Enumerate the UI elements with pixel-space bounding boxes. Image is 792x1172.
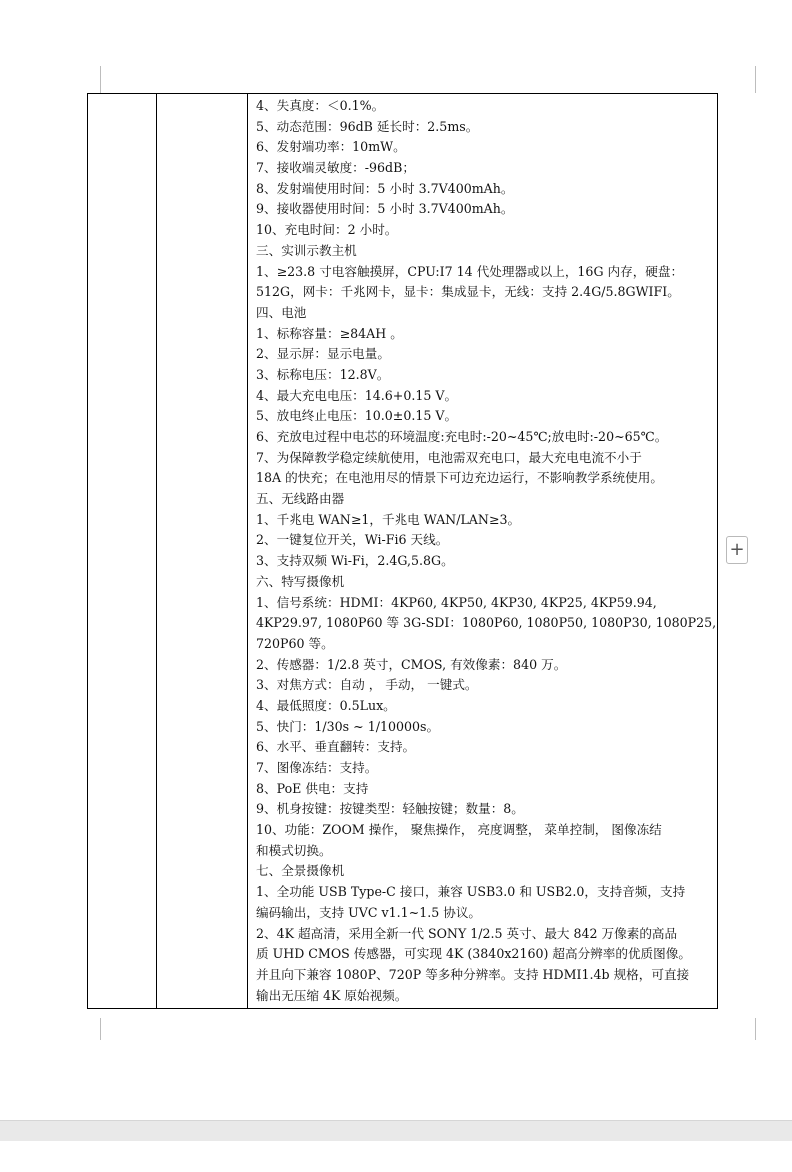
spec-line: 2、传感器：1/2.8 英寸，CMOS, 有效像素：840 万。 (256, 656, 567, 672)
spec-line: 2、4K 超高清，采用全新一代 SONY 1/2.5 英寸、最大 842 万像素的高品 (256, 925, 678, 941)
spec-line: 输出无压缩 4K 原始视频。 (256, 987, 408, 1003)
spec-table (87, 93, 718, 1009)
spec-line: 和模式切换。 (256, 842, 332, 858)
spec-line: 4、失真度：＜0.1%。 (256, 98, 385, 113)
spec-line: 1、信号系统：HDMI：4KP60, 4KP50, 4KP30, 4KP25, 4KP59.94, (256, 594, 657, 610)
spec-line: 5、动态范围：96dB 延长时：2.5ms。 (256, 118, 479, 134)
spec-line: 8、发射端使用时间：5 小时 3.7V400mAh。 (256, 180, 514, 196)
spec-line: 8、PoE 供电：支持 (256, 780, 369, 796)
spec-line: 六、特写摄像机 (256, 573, 345, 589)
status-bar (0, 1120, 792, 1141)
spec-line: 10、功能：ZOOM 操作， 聚焦操作， 亮度调整， 菜单控制， 图像冻结 (256, 822, 662, 838)
table-cell-spec[interactable] (248, 94, 717, 1008)
table-cell-item (156, 94, 248, 1008)
spec-line: 3、标称电压：12.8V。 (256, 366, 390, 382)
spec-line: 1、≥23.8 寸电容触摸屏，CPU:I7 14 代处理器或以上，16G 内存，硬盘： (256, 263, 684, 279)
spec-line: 4、最大充电电压：14.6+0.15 V。 (256, 387, 458, 403)
spec-line: 6、充放电过程中电芯的环境温度:充电时:-20~45℃;放电时:-20~65℃。 (256, 429, 668, 444)
spec-line: 2、一键复位开关，Wi-Fi6 天线。 (256, 532, 449, 548)
spec-line: 7、为保障教学稳定续航使用，电池需双充电口，最大充电电流不小于 (256, 449, 642, 465)
spec-line: 6、发射端功率：10mW。 (256, 139, 406, 155)
spec-line: 720P60 等。 (256, 635, 334, 651)
spec-line: 5、快门：1/30s ~ 1/10000s。 (256, 718, 440, 734)
spec-line: 三、实训示教主机 (256, 242, 357, 258)
spec-line: 五、无线路由器 (256, 491, 345, 507)
spec-line: 3、对焦方式：自动 ， 手动， 一键式。 (256, 677, 478, 693)
spec-line: 18A 的快充；在电池用尽的情景下可边充边运行，不影响教学系统使用。 (256, 470, 663, 486)
spec-line: 4KP29.97, 1080P60 等 3G-SDI：1080P60, 1080P50, 1080P30, 1080P25, (256, 615, 717, 631)
page-corner-mark-top-right (755, 66, 768, 93)
spec-line: 512G，网卡：千兆网卡，显卡：集成显卡，无线：支持 2.4G/5.8GWIFI。 (256, 284, 680, 300)
table-cell-index (88, 94, 157, 1008)
page-corner-mark-top-left (88, 66, 101, 93)
spec-line: 四、电池 (256, 304, 307, 320)
spec-line: 七、全景摄像机 (256, 863, 345, 879)
spec-line: 2、显示屏：显示电量。 (256, 346, 390, 362)
spec-line: 9、接收器使用时间：5 小时 3.7V400mAh。 (256, 201, 514, 217)
spec-line: 5、放电终止电压：10.0±0.15 V。 (256, 408, 458, 424)
spec-line: 1、标称容量：≥84AH 。 (256, 325, 403, 341)
page-corner-mark-bottom-right (755, 1018, 768, 1040)
page-corner-mark-bottom-left (88, 1018, 101, 1040)
spec-line: 并且向下兼容 1080P、720P 等多种分辨率。支持 HDMI1.4b 规格，可直接 (256, 966, 690, 982)
spec-line: 3、支持双频 Wi-Fi，2.4G,5.8G。 (256, 553, 454, 569)
spec-line: 1、千兆电 WAN≥1，千兆电 WAN/LAN≥3。 (256, 511, 521, 527)
spec-line: 6、水平、垂直翻转：支持。 (256, 739, 416, 755)
spec-line: 4、最低照度：0.5Lux。 (256, 697, 396, 713)
spec-line: 7、接收端灵敏度：-96dB； (256, 160, 415, 176)
add-button[interactable]: + (726, 536, 748, 564)
spec-line: 10、充电时间：2 小时。 (256, 222, 398, 238)
spec-line: 质 UHD CMOS 传感器，可实现 4K (3840x2160) 超高分辨率的优质图像。 (256, 946, 691, 962)
spec-line: 编码输出，支持 UVC v1.1~1.5 协议。 (256, 904, 482, 920)
spec-line: 9、机身按键：按键类型：轻触按键；数量：8。 (256, 801, 524, 817)
spec-line: 1、全功能 USB Type-C 接口，兼容 USB3.0 和 USB2.0，支持音频，支持 (256, 884, 686, 900)
spec-line: 7、图像冻结：支持。 (256, 760, 378, 775)
